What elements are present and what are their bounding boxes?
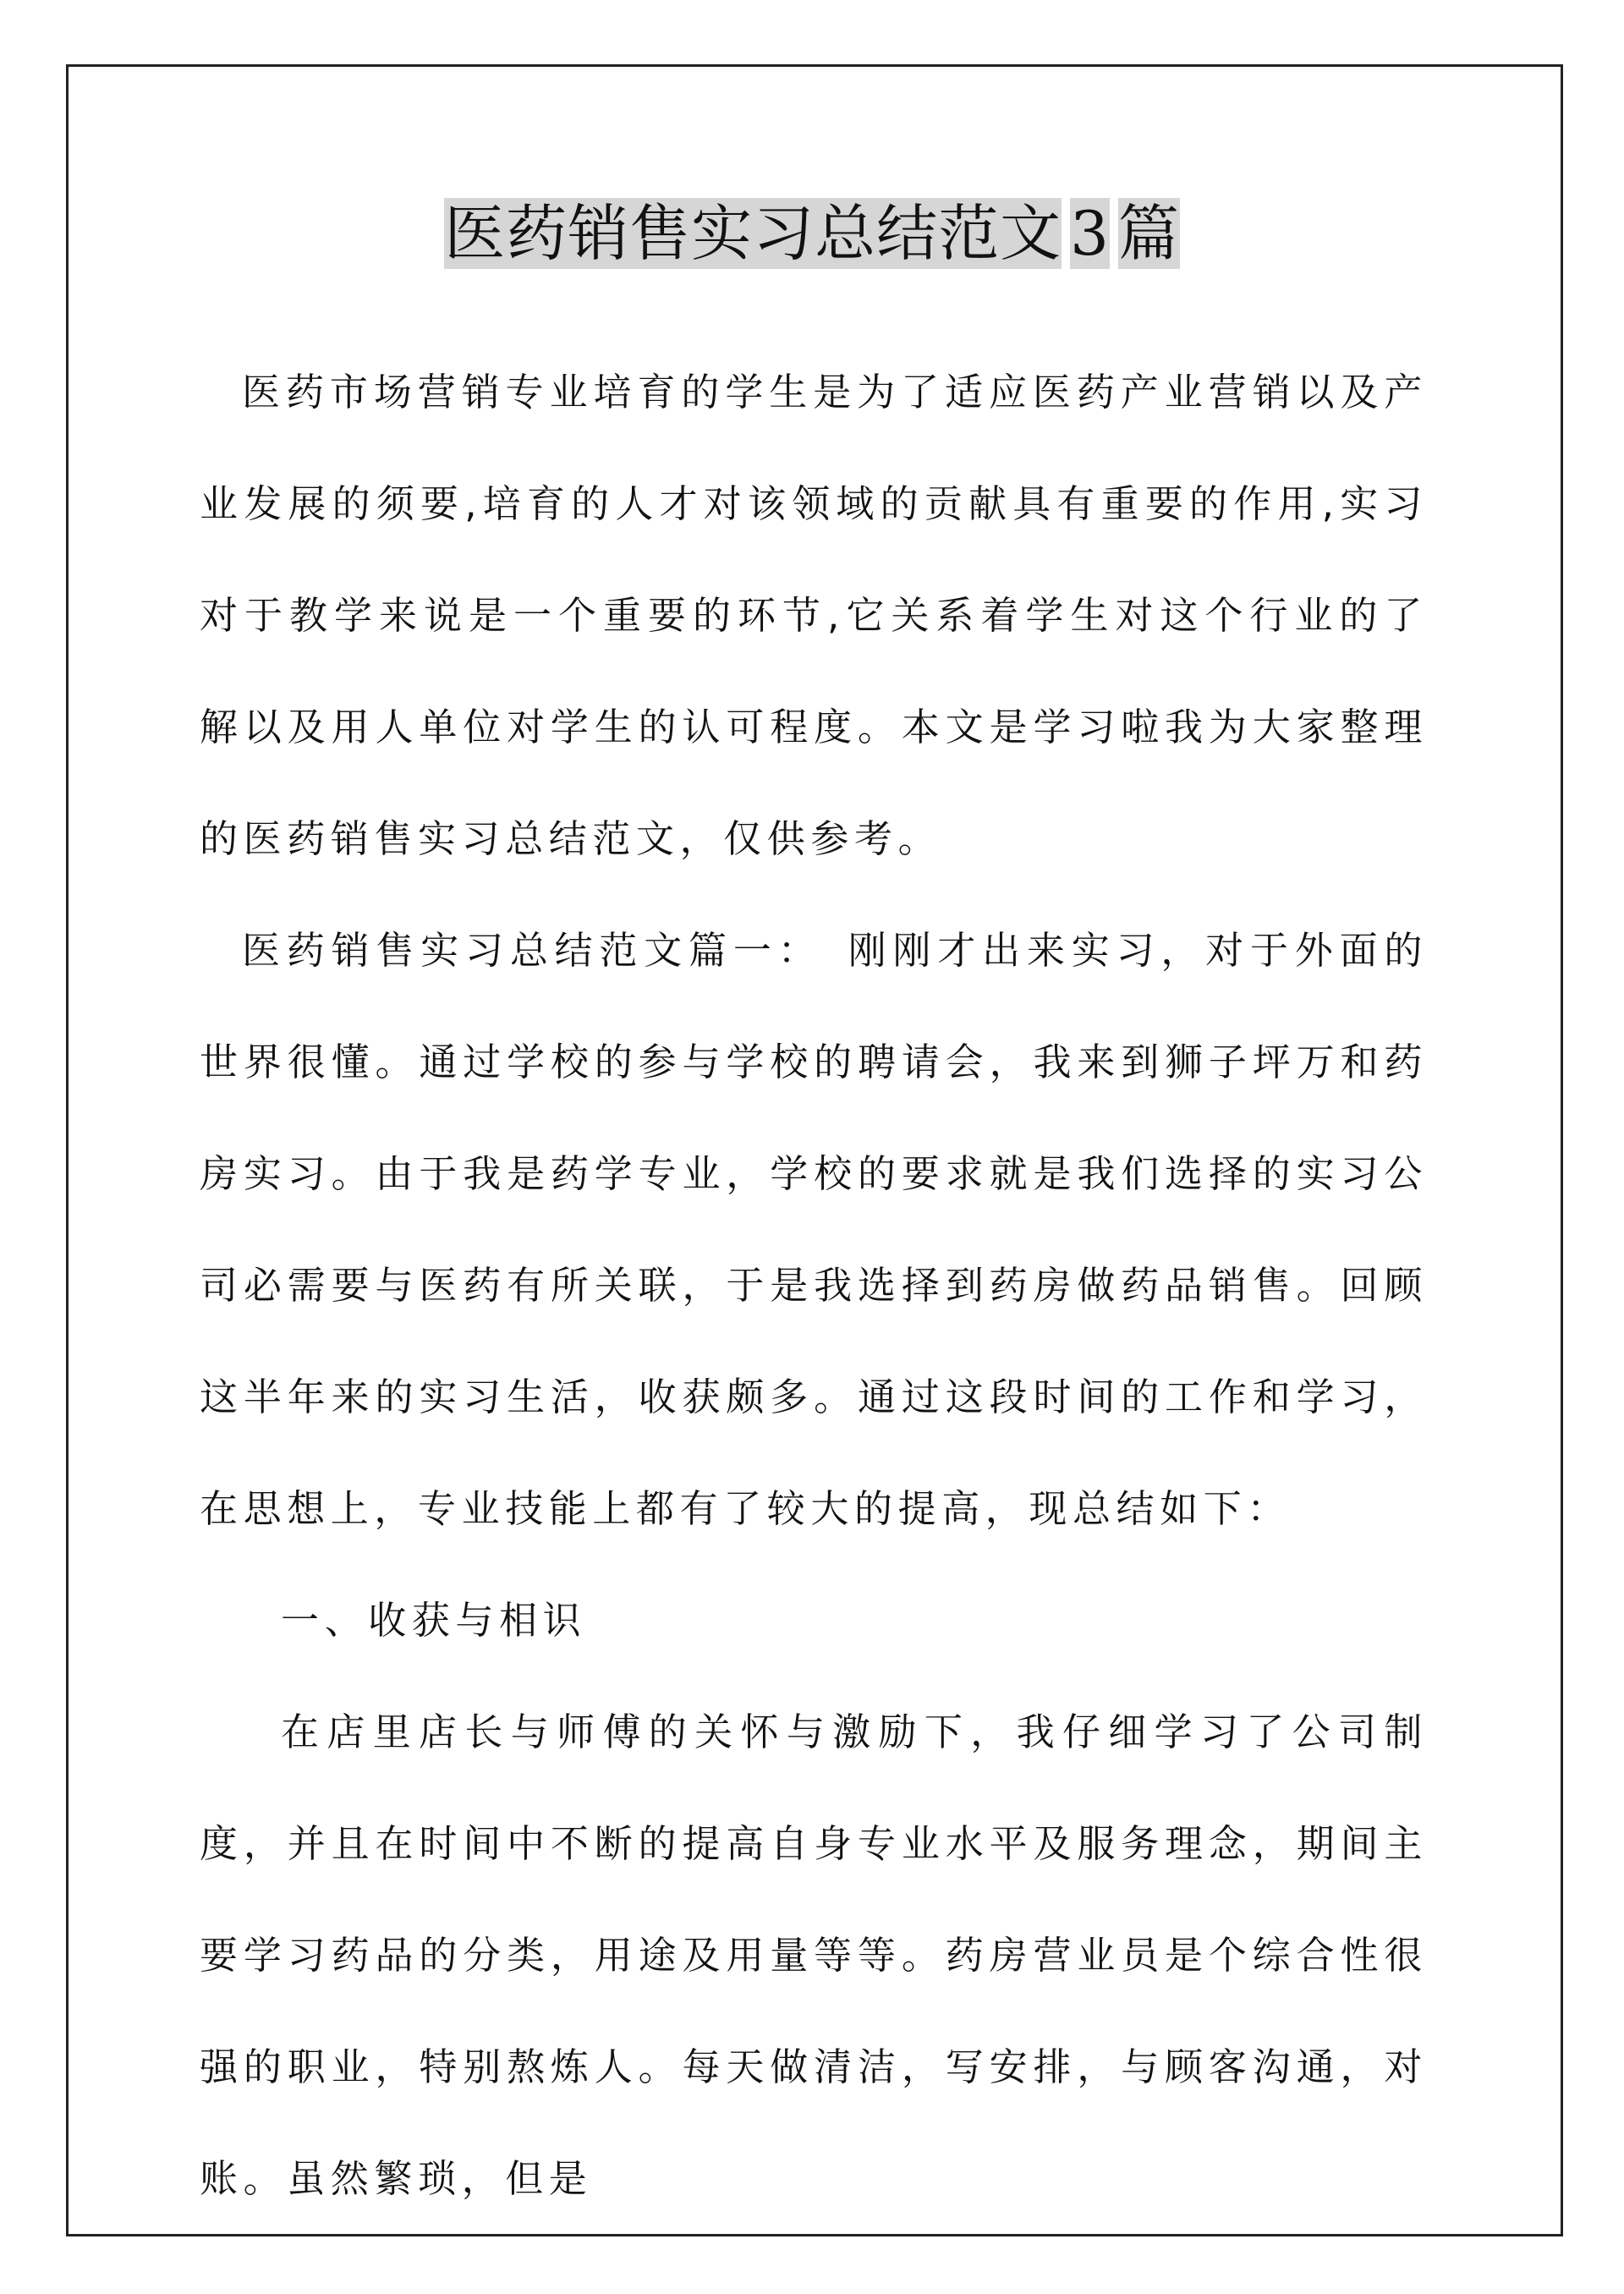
paragraph-section-one: 在店里店长与师傅的关怀与激励下，我仔细学习了公司制度，并且在时间中不断的提高自身专业水平及服务理念，期间主要学习药品的分类，用途及用量等等。药房营业员是个综合性很强的职业，特别熬炼人。每天做清洁，写安排，与顾客沟通，对账。虽然繁琐，但是 xyxy=(200,1710,1428,2201)
section-heading: 一、收获与相识 xyxy=(281,1598,587,1643)
paragraph-intro: 医药市场营销专业培育的学生是为了适应医药产业营销以及产业发展的须要,培育的人才对该领域的贡献具有重要的作用,实习对于教学来说是一个重要的环节,它关系着学生对这个行业的了解以及用人单位对学生的认可程度。本文是学习啦我为大家整理的医药销售实习总结范文，仅供参考。 xyxy=(200,370,1428,861)
paragraph-article-one: 医药销售实习总结范文篇一： 刚刚才出来实习，对于外面的世界很懂。通过学校的参与学校的聘请会，我来到狮子坪万和药房实习。由于我是药学专业，学校的要求就是我们选择的实习公司必需要与医药有所关联，于是我选择到药房做药品销售。回顾这半年来的实习生活，收获颇多。通过这段时间的工作和学习，在思想上，专业技能上都有了较大的提高，现总结如下： xyxy=(200,928,1428,1531)
document-title xyxy=(444,193,1180,274)
title-text: 医药销售实习总结范文 xyxy=(444,198,1062,269)
title-number: 3 xyxy=(1070,198,1110,269)
title-block xyxy=(0,193,1624,274)
title-suffix: 篇 xyxy=(1117,198,1180,269)
document-body xyxy=(200,337,1428,2235)
